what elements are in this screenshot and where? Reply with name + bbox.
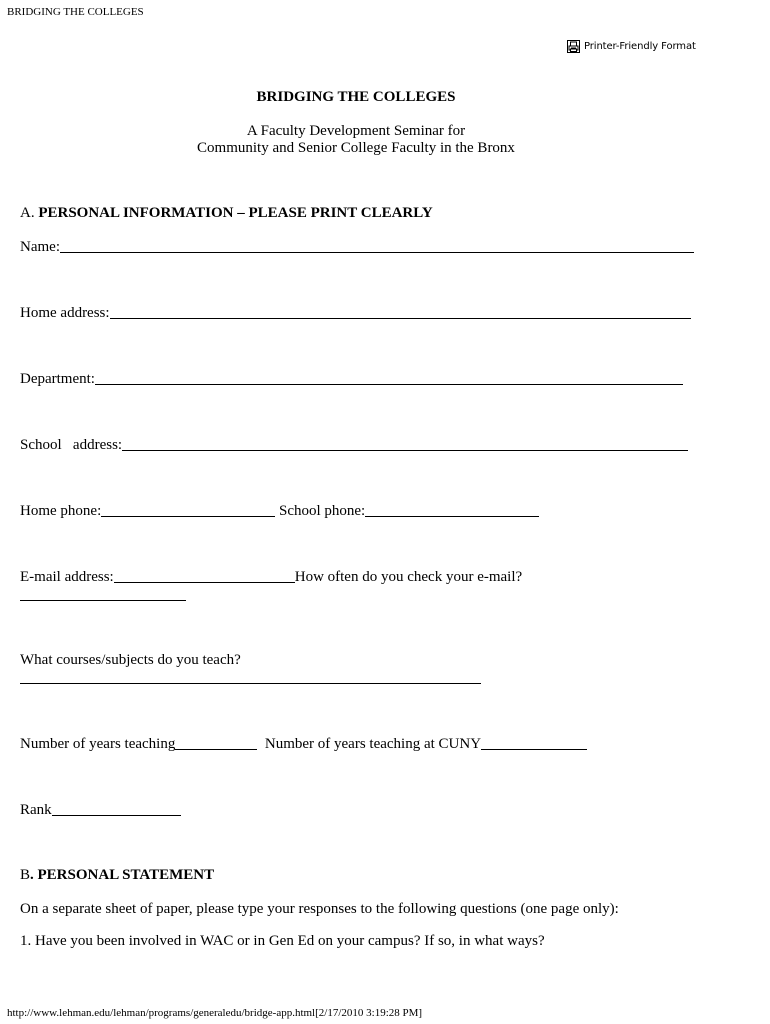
email-frequency-line[interactable] [20,600,186,601]
page-header: BRIDGING THE COLLEGES [7,6,144,18]
section-a-title: PERSONAL INFORMATION – PLEASE PRINT CLEARLY [38,205,433,221]
years-cuny-label: Number of years teaching at CUNY [257,736,482,752]
home-phone-label: Home phone: [20,503,102,519]
school-address-field-row [20,437,688,454]
department-label: Department: [20,371,95,387]
subtitle-line-2: Community and Senior College Faculty in the Bronx [197,140,515,156]
section-a-heading [20,205,433,222]
years-teaching-label: Number of years teaching [20,736,176,752]
email-field-row [20,569,522,586]
section-b-title: . PERSONAL STATEMENT [30,867,215,883]
home-address-line[interactable] [110,317,691,319]
email-line[interactable] [114,581,295,583]
rank-label: Rank [20,802,52,818]
email-label: E-mail address: [20,569,114,585]
printer-friendly-label[interactable]: Printer-Friendly Format [584,41,696,52]
courses-label: What courses/subjects do you teach? [20,652,241,668]
section-b-heading [20,867,214,884]
section-b-question-1: 1. Have you been involved in WAC or in Gen Ed on your campus? If so, in what ways? [20,933,545,949]
courses-line[interactable] [20,683,481,684]
printer-icon [567,40,580,53]
name-field-row [20,239,694,256]
email-frequency-label: How often do you check your e-mail? [294,569,523,585]
home-phone-line[interactable] [101,515,275,517]
name-line[interactable] [60,251,694,253]
courses-field-row [20,652,241,669]
name-label: Name: [20,239,60,255]
home-address-field-row [20,305,691,322]
school-phone-label: School phone: [275,503,366,519]
school-address-label: School address: [20,437,123,453]
home-address-label: Home address: [20,305,110,321]
department-line[interactable] [95,383,683,385]
footer-url: http://www.lehman.edu/lehman/programs/generaledu/bridge-app.html[2/17/2010 3:19:28 PM] [7,1007,423,1019]
years-cuny-line[interactable] [481,748,587,750]
printer-friendly-link[interactable] [567,40,696,53]
phone-field-row [20,503,539,520]
subtitle-line-1: A Faculty Development Seminar for [246,123,466,139]
rank-field-row [20,802,181,819]
department-field-row [20,371,683,388]
school-phone-line[interactable] [365,515,539,517]
section-b-instructions: On a separate sheet of paper, please type your responses to the following questions (one page only): [20,901,619,917]
document-title: BRIDGING THE COLLEGES [256,89,456,105]
section-b-letter: B [20,867,31,883]
years-teaching-field-row [20,736,587,753]
section-a-letter: A. [20,205,39,221]
rank-line[interactable] [52,814,181,816]
school-address-line[interactable] [122,449,688,451]
years-teaching-line[interactable] [175,748,257,750]
